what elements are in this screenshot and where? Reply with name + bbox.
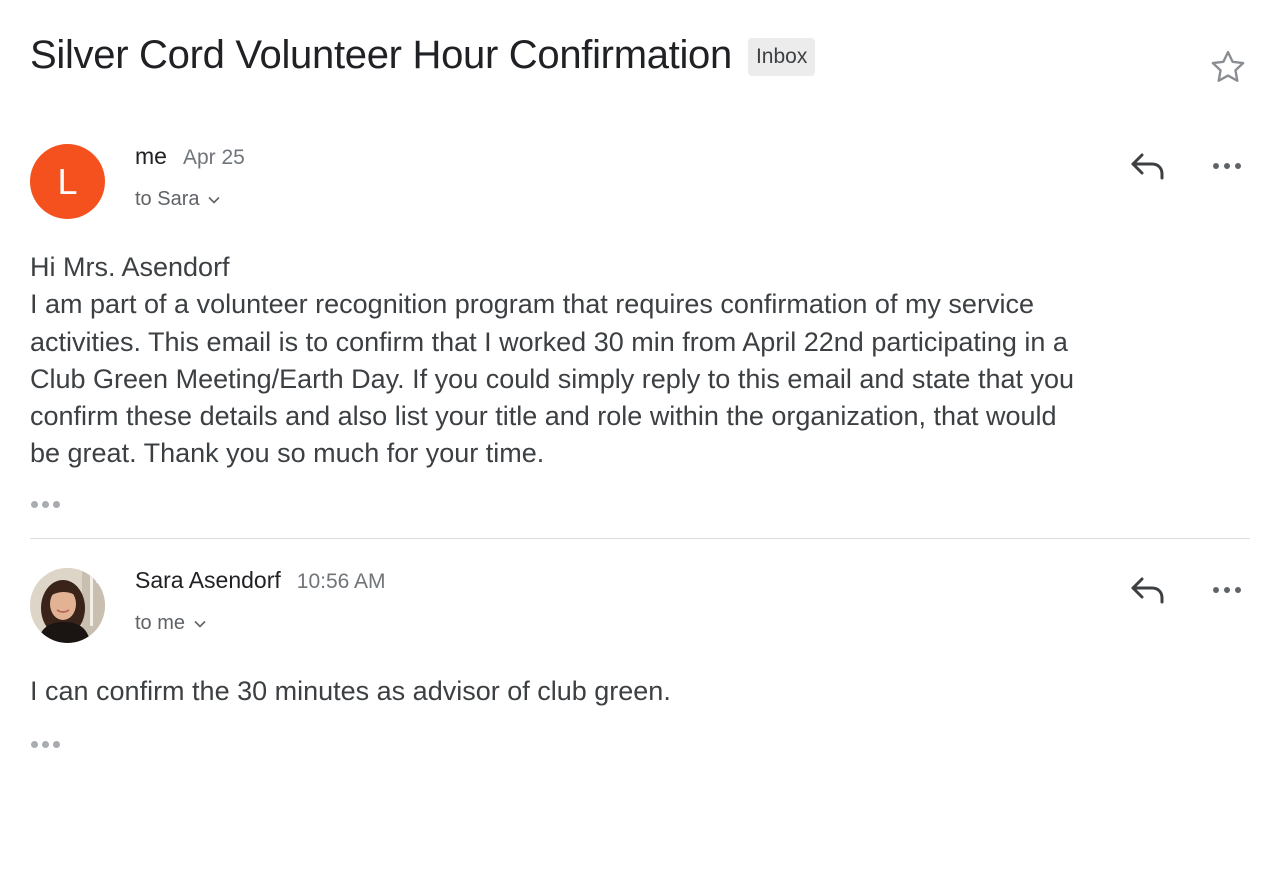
body-line: I am part of a volunteer recognition program that requires confirmation of my service [30,289,1034,320]
message-divider [30,538,1250,539]
body-line: Club Green Meeting/Earth Day. If you could simply reply to this email and state that you [30,363,1075,394]
chevron-down-icon [193,619,207,629]
body-line: confirm these details and also list your title and role within the organization, that would [30,401,1057,432]
recipient-label: to Sara [135,188,200,210]
body-line: Hi Mrs. Asendorf [30,252,230,282]
message-body [30,249,1255,473]
sender-line [135,143,245,170]
thread-header [30,28,815,82]
more-options-icon[interactable] [1204,146,1250,186]
body-line: be great. Thank you so much for your time. [30,438,545,469]
message-date: Apr 25 [182,146,245,169]
body-line: activities. This email is to confirm that I worked 30 min from April 22nd participating in a [30,326,1068,357]
show-trimmed-content-icon[interactable] [30,495,68,513]
recipient-label: to me [135,612,186,634]
inbox-label-chip[interactable]: Inbox [748,38,815,76]
star-icon[interactable] [1205,44,1251,90]
avatar[interactable] [30,568,105,643]
sender-line [135,567,386,594]
thread-subject: Silver Cord Volunteer Hour Confirmation [30,33,732,77]
recipient-details-toggle[interactable] [135,188,221,211]
more-options-icon[interactable] [1204,570,1250,610]
avatar[interactable] [30,144,105,219]
message-body [30,673,1255,710]
sender-name[interactable]: me [135,143,167,169]
sender-name[interactable]: Sara Asendorf [135,567,281,593]
recipient-details-toggle[interactable] [135,612,207,635]
body-line: I can confirm the 30 minutes as advisor of club green. [30,676,671,706]
avatar-letter: L [57,160,78,202]
chevron-down-icon [207,195,221,205]
reply-icon[interactable] [1124,570,1170,610]
reply-icon[interactable] [1124,146,1170,186]
show-trimmed-content-icon[interactable] [30,735,68,753]
message-date: 10:56 AM [296,570,386,593]
